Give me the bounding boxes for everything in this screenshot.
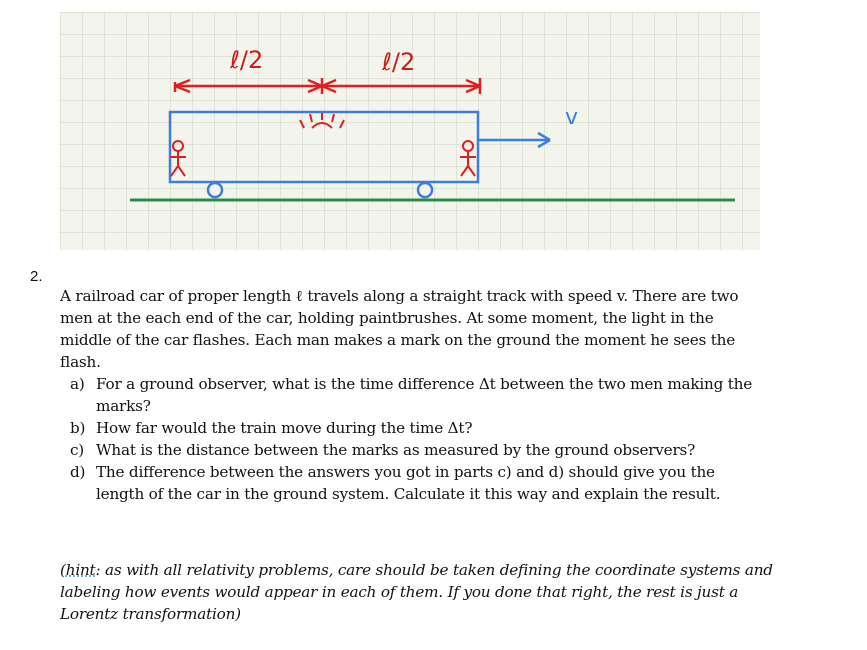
- problem-body: [60, 285, 760, 505]
- railroad-car-diagram: [60, 12, 760, 250]
- right-half-label: ℓ/2: [382, 48, 416, 76]
- question-item: [60, 417, 760, 439]
- question-label: b): [70, 419, 86, 437]
- question-text: The difference between the answers you got in parts c) and d) should give you the length of the car in the ground system. Calculate it this way and explain the result.: [96, 463, 721, 503]
- question-item: [60, 373, 760, 417]
- question-label: c): [70, 441, 85, 459]
- hint-word: hint: [65, 561, 96, 579]
- question-label: a): [70, 375, 85, 393]
- question-item: [60, 461, 760, 505]
- question-item: [60, 439, 760, 461]
- hint-paragraph: (hint: as with all relativity problems, care should be taken defining the coordinate systems and labeling how events would appear in each of them. If you done that right, the rest is just a Lorentz transformation): [60, 561, 773, 623]
- question-list: [60, 373, 760, 505]
- hint-text: : as with all relativity problems, care should be taken defining the coordinate systems and labeling how events would appear in each of them. If you done that right, the rest is just a Lorentz transformation): [60, 561, 773, 623]
- problem-statement: A railroad car of proper length ℓ travels along a straight track with speed v. There are two men at the each end of the car, holding paintbrushes. At some moment, the light in the middle of the car flashes. Each man makes a mark on the ground the moment he sees the flash.: [60, 287, 739, 371]
- question-text: For a ground observer, what is the time difference Δt between the two men making the marks?: [96, 375, 753, 415]
- question-label: d): [70, 463, 86, 481]
- velocity-label: v: [565, 105, 579, 130]
- wheel-right: [418, 183, 432, 197]
- left-half-label: ℓ/2: [230, 46, 264, 74]
- question-text: What is the distance between the marks as measured by the ground observers?: [96, 441, 696, 459]
- question-text: How far would the train move during the time Δt?: [96, 419, 473, 437]
- wheel-left: [208, 183, 222, 197]
- problem-number: 2.: [30, 268, 43, 285]
